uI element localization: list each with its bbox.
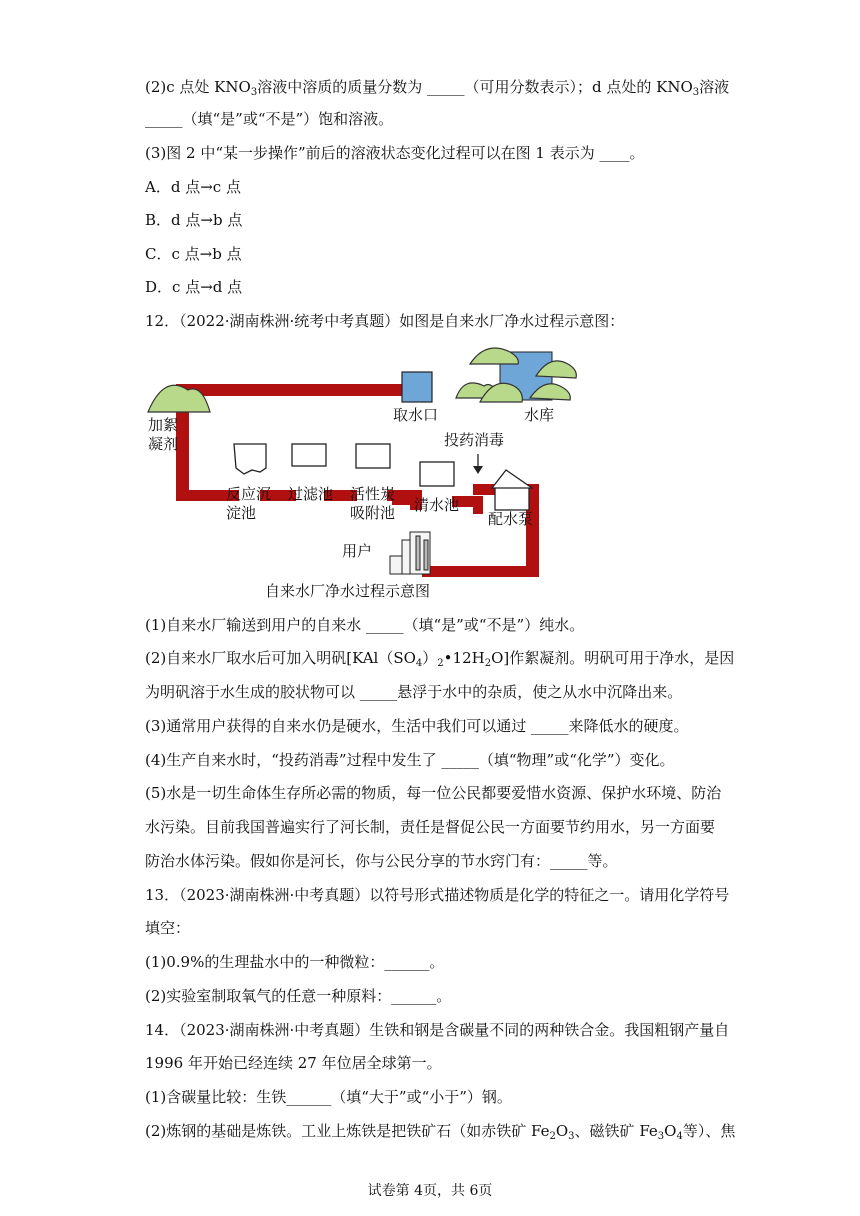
label-flocculant-2: 凝剂: [148, 435, 179, 453]
q12-part4: (4)生产自来水时，“投药消毒”过程中发生了 _____（填“物理”或“化学”）变化。: [145, 751, 675, 769]
dosing-arrow: [473, 454, 483, 474]
q11-option-c: C．c 点→b 点: [145, 245, 242, 263]
q11-part2-line1: (2)c 点处 $KNO_3$溶液中溶质的质量分数为 _____（可用分数表示）；d 点处的 $KNO_3$溶液: [145, 78, 730, 98]
water-purification-diagram: [140, 340, 580, 602]
q12-part5-line1: (5)水是一切生命体生存所必需的物质，每一位公民都要爱惜水资源、保护水环境、防治: [145, 784, 722, 802]
label-reservoir: 水库: [524, 406, 555, 424]
q11-part3: (3)图 2 中“某一步操作”前后的溶液状态变化过程可以在图 1 表示为 ____。: [145, 144, 645, 162]
q14-stem-line1: 14．（2023·湖南株洲·中考真题）生铁和钢是含碳量不同的两种铁合金。我国粗钢产量自: [145, 1021, 730, 1039]
user-buildings: [390, 532, 430, 574]
q14-part1: (1)含碳量比较：生铁______（填“大于”或“小于”）钢。: [145, 1088, 512, 1106]
label-carbon-2: 吸附池: [350, 504, 396, 522]
q12-stem: 12．（2022·湖南株洲·统考中考真题）如图是自来水厂净水过程示意图：: [145, 312, 625, 330]
q11-part2-line2: _____（填“是”或“不是”）饱和溶液。: [145, 110, 394, 128]
intake-box: [402, 372, 432, 402]
label-carbon-1: 活性炭: [350, 485, 396, 503]
diagram-caption: 自来水厂净水过程示意图: [265, 582, 431, 600]
label-user: 用户: [342, 542, 373, 560]
q12-part1: (1)自来水厂输送到用户的自来水 _____（填“是”或“不是”）纯水。: [145, 616, 585, 634]
q12-part2-line1: (2)自来水厂取水后可加入明矾$[KAl(SO_4)_2•12H_2O]$作絮凝剂。明矾可用于净水，是因: [145, 649, 735, 669]
q12-part5-line2: 水污染。目前我国普遍实行了河长制，责任是督促公民一方面要节约用水，另一方面要: [145, 818, 716, 836]
q12-part2-line2: 为明矾溶于水生成的胶状物可以 _____悬浮于水中的杂质，使之从水中沉降出来。: [145, 683, 683, 701]
q13-part1: (1)0.9%的生理盐水中的一种微粒：______。: [145, 953, 445, 971]
q13-stem-line2: 填空：: [145, 919, 191, 937]
q13-part2: (2)实验室制取氧气的任意一种原料：______。: [145, 987, 452, 1005]
label-intake: 取水口: [393, 406, 439, 424]
label-filter: 过滤池: [288, 485, 334, 503]
q12-part5-line3: 防治水体污染。假如你是河长，你与公民分享的节水窍门有：_____等。: [145, 852, 618, 870]
q11-option-d: D．c 点→d 点: [145, 278, 243, 296]
q12-part3: (3)通常用户获得的自来水仍是硬水，生活中我们可以通过 _____来降低水的硬度。: [145, 717, 689, 735]
q11-option-a: A．d 点→c 点: [145, 178, 241, 196]
tanks: [234, 444, 454, 486]
label-sedimentation-2: 淀池: [226, 504, 257, 522]
label-pump: 配水泵: [488, 510, 534, 528]
diagram-drawing: [140, 340, 580, 602]
q14-part2: (2)炼钢的基础是炼铁。工业上炼铁是把铁矿石（如赤铁矿 $Fe_2O_3$、磁铁矿 $Fe_3O_4$等）、焦: [145, 1122, 736, 1142]
label-disinfection: 投药消毒: [444, 431, 505, 449]
label-clear-water: 清水池: [414, 496, 460, 514]
q13-stem-line1: 13．（2023·湖南株洲·中考真题）以符号形式描述物质是化学的特征之一。请用化学符号: [145, 886, 730, 904]
label-sedimentation-1: 反应沉: [226, 485, 272, 503]
label-flocculant-1: 加絮: [148, 416, 179, 434]
q14-stem-line2: 1996 年开始已经连续 27 年位居全球第一。: [145, 1054, 442, 1072]
pump-house: [492, 470, 532, 510]
q11-option-b: B．d 点→b 点: [145, 211, 243, 229]
page-footer: 试卷第 4页，共 6页: [367, 1183, 493, 1199]
